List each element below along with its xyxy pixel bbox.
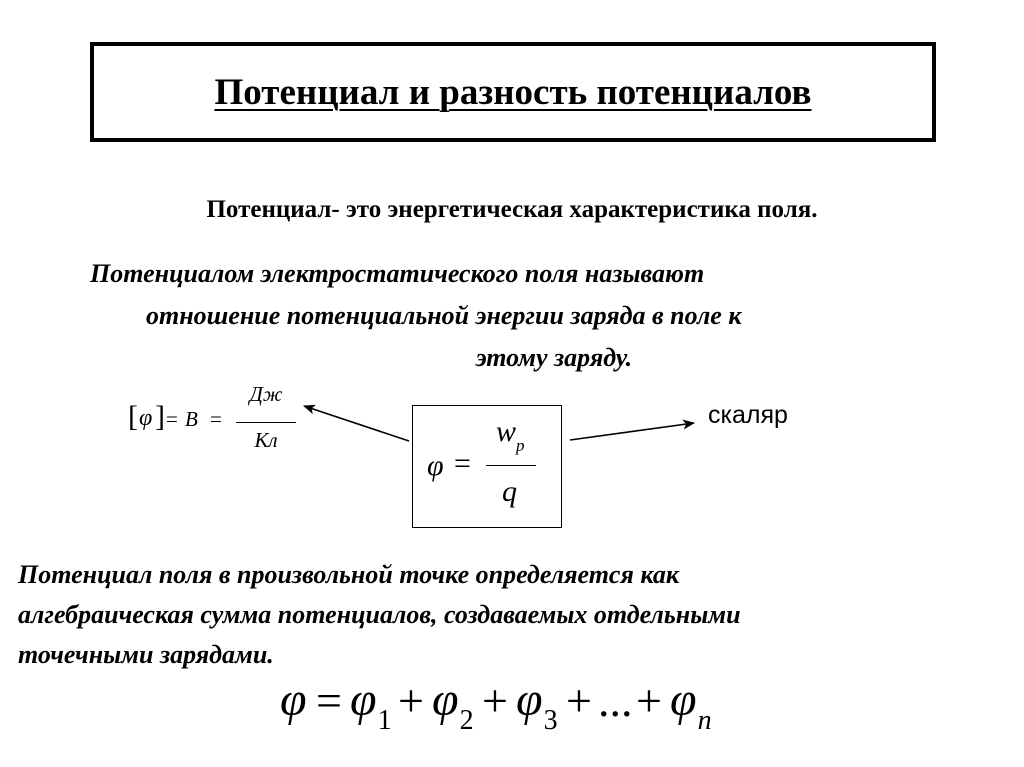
term-3-index: 3	[543, 705, 558, 736]
sum-plus-3: +	[566, 675, 592, 726]
sum-plus-1: +	[398, 675, 424, 726]
sum-term-2	[432, 672, 474, 736]
formula-eq: =	[454, 447, 471, 480]
superposition-line-2: алгебраическая сумма потенциалов, создаваемых отдельными	[18, 600, 741, 629]
term-2-index: 2	[459, 705, 474, 736]
numerator-w: w	[496, 415, 517, 448]
superposition-text	[18, 555, 1008, 675]
unit-left-bracket: [	[128, 400, 138, 433]
term-n-phi: φ	[670, 673, 697, 726]
sum-term-1	[350, 672, 392, 736]
superposition-line-1: Потенциал поля в произвольной точке определяется как	[18, 560, 680, 589]
term-1-index: 1	[377, 705, 392, 736]
definition-short: Потенциал- это энергетическая характеристика поля.	[206, 196, 818, 223]
sum-plus-2: +	[482, 675, 508, 726]
sum-plus-4: +	[636, 675, 662, 726]
sum-eq: =	[316, 675, 342, 726]
sum-term-n	[670, 672, 712, 736]
unit-phi: φ	[139, 405, 153, 431]
arrow-to-scalar	[570, 423, 694, 440]
term-3-phi: φ	[516, 673, 543, 726]
sum-term-3	[516, 672, 558, 736]
unit-volt: В	[185, 407, 198, 431]
term-1-phi: φ	[350, 673, 377, 726]
unit-eq-1: =	[166, 407, 178, 431]
superposition-formula	[280, 672, 740, 742]
unit-numerator: Дж	[249, 382, 283, 406]
sum-phi: φ	[280, 673, 307, 726]
sum-dots: ...	[598, 675, 633, 726]
superposition-line-3: точечными зарядами.	[18, 640, 274, 669]
term-n-index: n	[697, 705, 712, 736]
arrow-to-unit	[304, 406, 409, 441]
unit-eq-2: =	[210, 407, 222, 431]
unit-right-bracket: ]	[155, 400, 165, 433]
formula-phi: φ	[427, 449, 444, 482]
formula-denominator: q	[502, 475, 517, 508]
term-2-phi: φ	[432, 673, 459, 726]
unit-denominator: Кл	[254, 428, 278, 452]
numerator-subscript: p	[516, 436, 525, 455]
scalar-label: скаляр	[708, 401, 788, 429]
definition-line-2: отношение потенциальной энергии заряда в поле к	[146, 301, 742, 330]
definition-line-3: этому заряду.	[475, 343, 633, 372]
slide-title: Потенциал и разность потенциалов	[214, 71, 812, 113]
definition-line-1: Потенциалом электростатического поля называют	[90, 259, 705, 288]
